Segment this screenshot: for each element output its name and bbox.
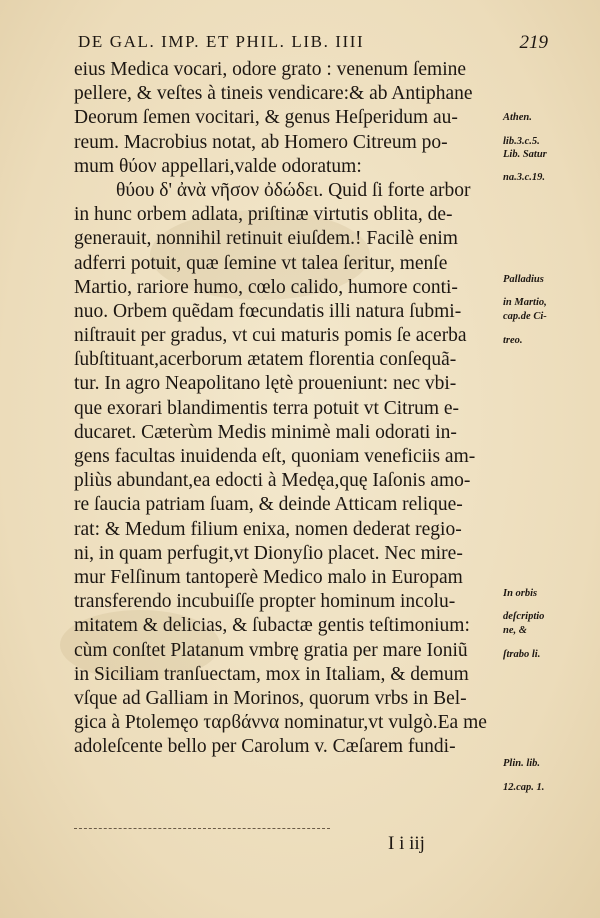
margin-note: Plin. lib. bbox=[503, 758, 541, 769]
text-line: Deorum ſemen vocitari, & genus Heſperidum au- bbox=[74, 107, 458, 129]
text-line: in Siciliam tranſuectam, mox in Italiam, & demum bbox=[74, 663, 469, 685]
margin-note: in Martio, bbox=[503, 297, 547, 308]
text-line: mitatem & delicias, & ſubactæ gentis teſtimonium: bbox=[74, 615, 470, 637]
text-line: vſque ad Galliam in Morinos, quorum vrbs in Bel- bbox=[74, 687, 467, 709]
text-line: que exorari blandimentis terra potuit vt Citrum e- bbox=[74, 397, 460, 419]
text-line: in hunc orbem adlata, priſtinæ virtutis oblita, de- bbox=[74, 204, 453, 226]
text-line: tur. In agro Neapolitano lętè proueniunt: nec vbi- bbox=[74, 373, 457, 395]
text-line: eius Medica vocari, odore grato : venenum ſemine bbox=[74, 59, 467, 80]
running-head: DE GAL. IMP. ET PHIL. LIB. IIII bbox=[78, 32, 365, 51]
margin-note: Palladius bbox=[503, 274, 544, 285]
text-line: mum θύον appellari,valde odoratum: bbox=[74, 155, 362, 177]
margin-note: deſcriptio bbox=[503, 611, 545, 622]
text-line: gens facultas inuidenda eſt, quoniam veneficiis am- bbox=[74, 446, 476, 467]
text-line: ducaret. Cæterùm Medis minimè mali odorati in- bbox=[74, 421, 457, 443]
margin-note: na.3.c.19. bbox=[503, 172, 545, 183]
margin-note: ſtrabo li. bbox=[503, 649, 541, 660]
text-line: gica à Ptolemęo ταρϐάννα nominatur,vt vulgò.Ea me bbox=[74, 712, 487, 734]
text-line: pellere, & veſtes à tineis vendicare:& ab Antiphane bbox=[74, 83, 473, 105]
text-line: transferendo incubuiſſe propter hominum incolu- bbox=[74, 591, 456, 613]
margin-note: In orbis bbox=[503, 588, 538, 599]
margin-note: treo. bbox=[503, 335, 523, 346]
text-line: cùm conſtet Platanum vmbrę gratia per mare Ioniũ bbox=[74, 639, 468, 661]
text-line: niſtrauit per gradus, vt cui maturis pomis ſe acerba bbox=[74, 325, 467, 347]
margin-note: lib.3.c.5. bbox=[503, 136, 540, 147]
margin-note: cap.de Ci- bbox=[503, 311, 547, 322]
signature-mark: I i iij bbox=[388, 833, 425, 854]
margin-note: ne, & bbox=[503, 625, 527, 636]
text-line: mur Felſinum tantoperè Medico malo in Europam bbox=[74, 566, 463, 588]
text-line: adferri potuit, quæ ſemine vt talea ſeritur, menſe bbox=[74, 252, 448, 274]
margin-note: Athen. bbox=[503, 112, 532, 123]
text-line: pliùs abundant,ea edocti à Medęa,quę Iaſonis amo- bbox=[74, 470, 471, 492]
text-line: ſubſtituant,acerborum ætatem florentia conſequã- bbox=[74, 349, 457, 371]
text-line: re ſaucia patriam ſuam, & deinde Atticam relique- bbox=[74, 494, 463, 516]
catchword-rule bbox=[74, 828, 330, 829]
text-line: reum. Macrobius notat, ab Homero Citreum po- bbox=[74, 131, 448, 153]
text-line: generauit, nonnihil retinuit eiuſdem.! Facilè enim bbox=[74, 228, 458, 250]
page-number: 219 bbox=[519, 32, 548, 53]
margin-note: 12.cap. 1. bbox=[503, 782, 545, 793]
text-line: adoleſcente bello per Carolum v. Cæſarem fundi- bbox=[74, 736, 456, 758]
text-line: nuo. Orbem quẽdam fœcundatis illi natura ſubmi- bbox=[74, 300, 462, 322]
page-header bbox=[78, 32, 548, 56]
body-text bbox=[74, 58, 504, 759]
greek-quotation-line: θύου δ' ἀνὰ νῆσον ὀδώδει. Quid ſi forte arbor bbox=[116, 179, 471, 201]
text-line: Martio, rariore humo, cœlo calido, humore conti- bbox=[74, 276, 458, 298]
text-line: ni, in quam perfugit,vt Dionyſio placet. Nec mire- bbox=[74, 542, 463, 564]
margin-note: Lib. Satur bbox=[503, 149, 547, 160]
text-line: rat: & Medum filium enixa, nomen dederat regio- bbox=[74, 518, 462, 540]
